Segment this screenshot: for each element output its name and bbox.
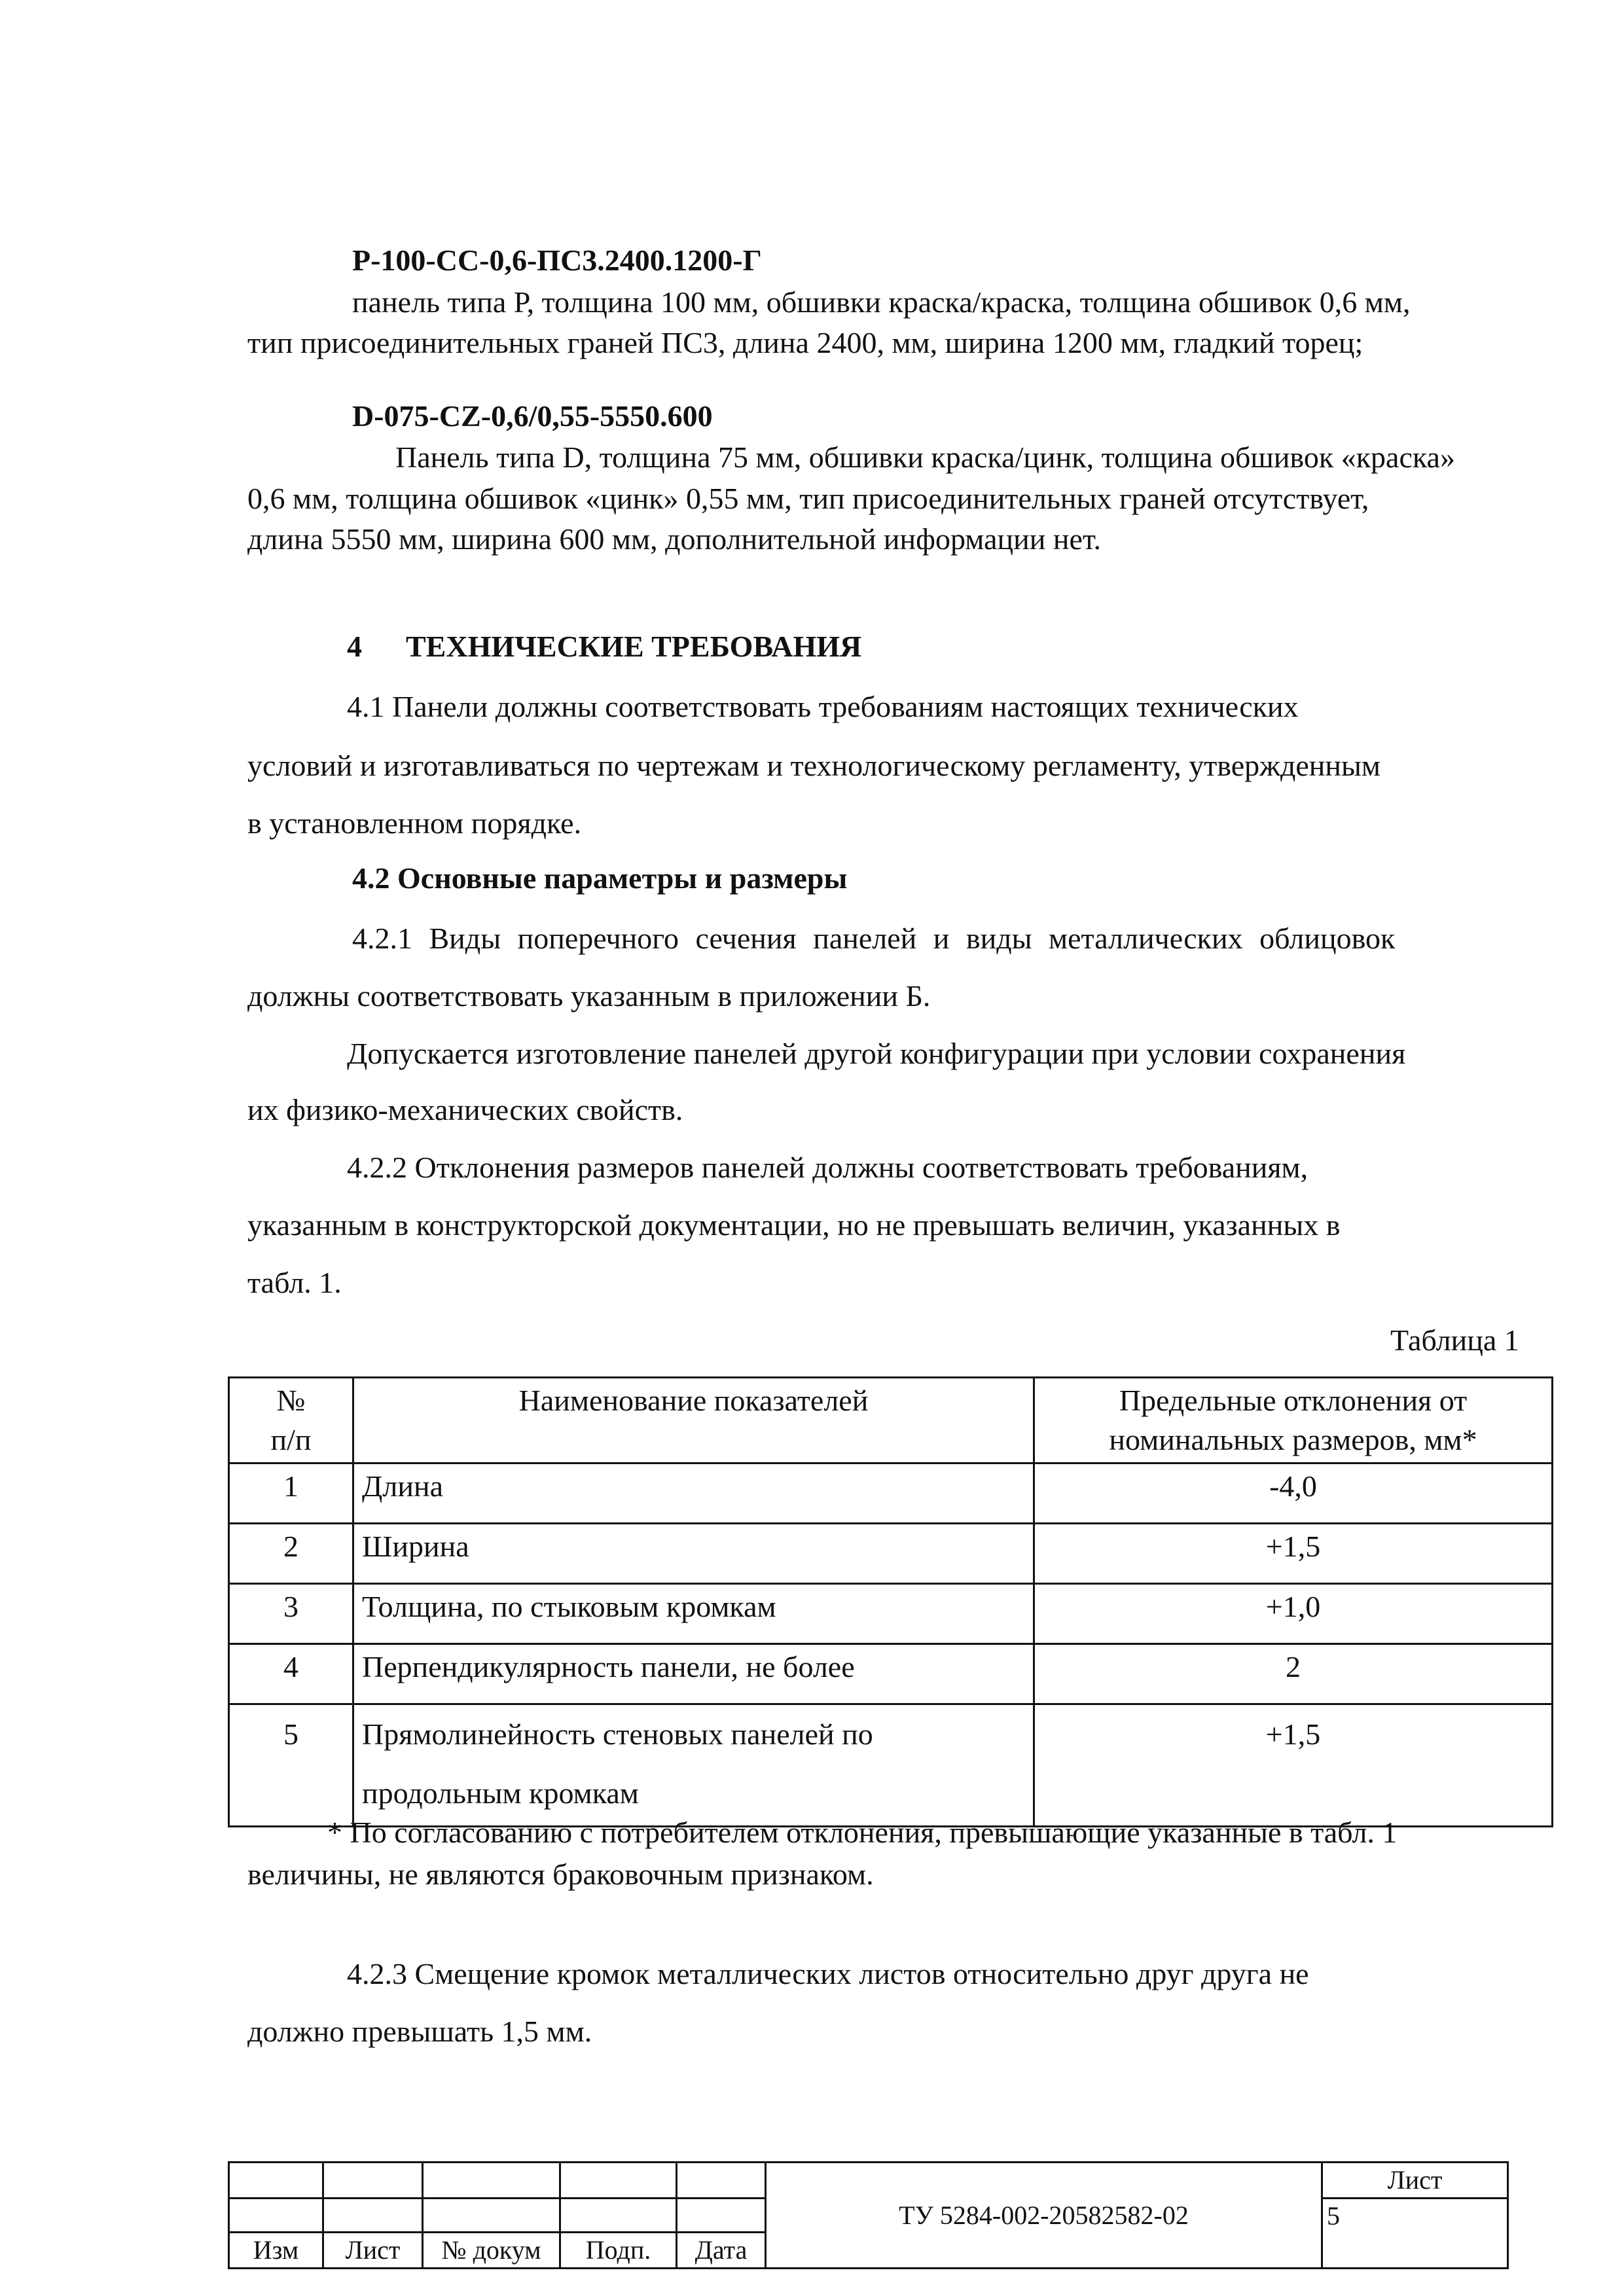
example2-line3: длина 5550 мм, ширина 600 мм, дополнительной информации нет. [247, 522, 1102, 556]
p422-line2: указанным в конструкторской документации, но не превышать величин, указанных в [247, 1208, 1341, 1242]
row-name: Ширина [353, 1523, 1034, 1583]
row-name-line2: продольным кромкам [362, 1776, 639, 1810]
table-row [229, 1583, 1553, 1643]
table-row [229, 1463, 1553, 1523]
p41-line2: условий и изготавливаться по чертежам и технологическому регламенту, утвержденным [247, 749, 1381, 782]
p421-line2: должны соответствовать указанным в приложении Б. [247, 979, 931, 1013]
row-num: 1 [229, 1463, 353, 1523]
row-value: -4,0 [1034, 1463, 1553, 1523]
footnote-line2: величины, не являются браковочным признаком. [247, 1858, 874, 1891]
p41-line3: в установленном порядке. [247, 806, 582, 840]
stamp-label-podp: Подп. [560, 2233, 677, 2269]
row-num: 3 [229, 1583, 353, 1643]
header-deviation-line1: Предельные отклонения от [1119, 1384, 1468, 1417]
p422-line3: табл. 1. [247, 1266, 342, 1299]
p422-line1: 4.2.2 Отклонения размеров панелей должны соответствовать требованиям, [347, 1151, 1308, 1184]
table1-caption: Таблица 1 [1390, 1323, 1519, 1357]
stamp-label-dokum: № докум [423, 2233, 560, 2269]
header-num-line2: п/п [270, 1422, 312, 1456]
row-name [353, 1704, 1034, 1826]
stamp-label-list: Лист [323, 2233, 423, 2269]
sheet-label: Лист [1322, 2163, 1508, 2199]
section4-number: 4 [347, 630, 362, 663]
row-num: 4 [229, 1643, 353, 1704]
footnote-line1: * По согласованию с потребителем отклонения, превышающие указанные в табл. 1 [327, 1816, 1398, 1849]
p421b-line2: их физико-механических свойств. [247, 1093, 683, 1126]
p423-line1: 4.2.3 Смещение кромок металлических листов относительно друг друга не [347, 1957, 1309, 1990]
example1-code: Р-100-СС-0,6-ПС3.2400.1200-Г [352, 243, 762, 277]
example1-line1: панель типа Р, толщина 100 мм, обшивки краска/краска, толщина обшивок 0,6 мм, [352, 285, 1411, 319]
header-num [229, 1378, 353, 1464]
row-num: 2 [229, 1523, 353, 1583]
heading-4-2: 4.2 Основные параметры и размеры [352, 861, 848, 895]
p421b-line1: Допускается изготовление панелей другой конфигурации при условии сохранения [347, 1037, 1406, 1070]
row-name: Длина [353, 1463, 1034, 1523]
table-row [229, 1643, 1553, 1704]
header-num-line1: № [276, 1384, 306, 1417]
example2-line1: Панель типа D, толщина 75 мм, обшивки краска/цинк, толщина обшивок «краска» [395, 440, 1455, 474]
header-deviation-line2: номинальных размеров, мм* [1109, 1422, 1477, 1456]
header-deviation [1034, 1378, 1553, 1464]
row-value: 2 [1034, 1643, 1553, 1704]
p423-line2: должно превышать 1,5 мм. [247, 2015, 592, 2048]
table-header-row [229, 1378, 1553, 1464]
row-value: +1,5 [1034, 1523, 1553, 1583]
sheet-number: 5 [1322, 2199, 1508, 2269]
stamp-label-data: Дата [677, 2233, 766, 2269]
header-name: Наименование показателей [353, 1378, 1034, 1464]
example1-line2: тип присоединительных граней ПС3, длина 2400, мм, ширина 1200 мм, гладкий торец; [247, 326, 1363, 359]
deviation-table [228, 1376, 1553, 1827]
row-num: 5 [229, 1704, 353, 1826]
example2-line2: 0,6 мм, толщина обшивок «цинк» 0,55 мм, тип присоединительных граней отсутствует, [247, 482, 1369, 515]
table-row [229, 1523, 1553, 1583]
section4-title: ТЕХНИЧЕСКИЕ ТРЕБОВАНИЯ [406, 630, 862, 663]
row-value: +1,0 [1034, 1583, 1553, 1643]
document-designation: ТУ 5284-002-20582582-02 [766, 2163, 1322, 2269]
p41-line1: 4.1 Панели должны соответствовать требованиям настоящих технических [347, 690, 1299, 723]
row-name: Толщина, по стыковым кромкам [353, 1583, 1034, 1643]
example2-code: D-075-CZ-0,6/0,55-5550.600 [352, 399, 713, 433]
title-block-stamp [228, 2161, 1509, 2269]
stamp-label-izm: Изм [229, 2233, 323, 2269]
p421-line1: 4.2.1 Виды поперечного сечения панелей и виды металлических облицовок [352, 922, 1396, 955]
row-name-line1: Прямолинейность стеновых панелей по [362, 1717, 873, 1751]
row-name: Перпендикулярность панели, не более [353, 1643, 1034, 1704]
row-value: +1,5 [1034, 1704, 1553, 1826]
table-row [229, 1704, 1553, 1826]
